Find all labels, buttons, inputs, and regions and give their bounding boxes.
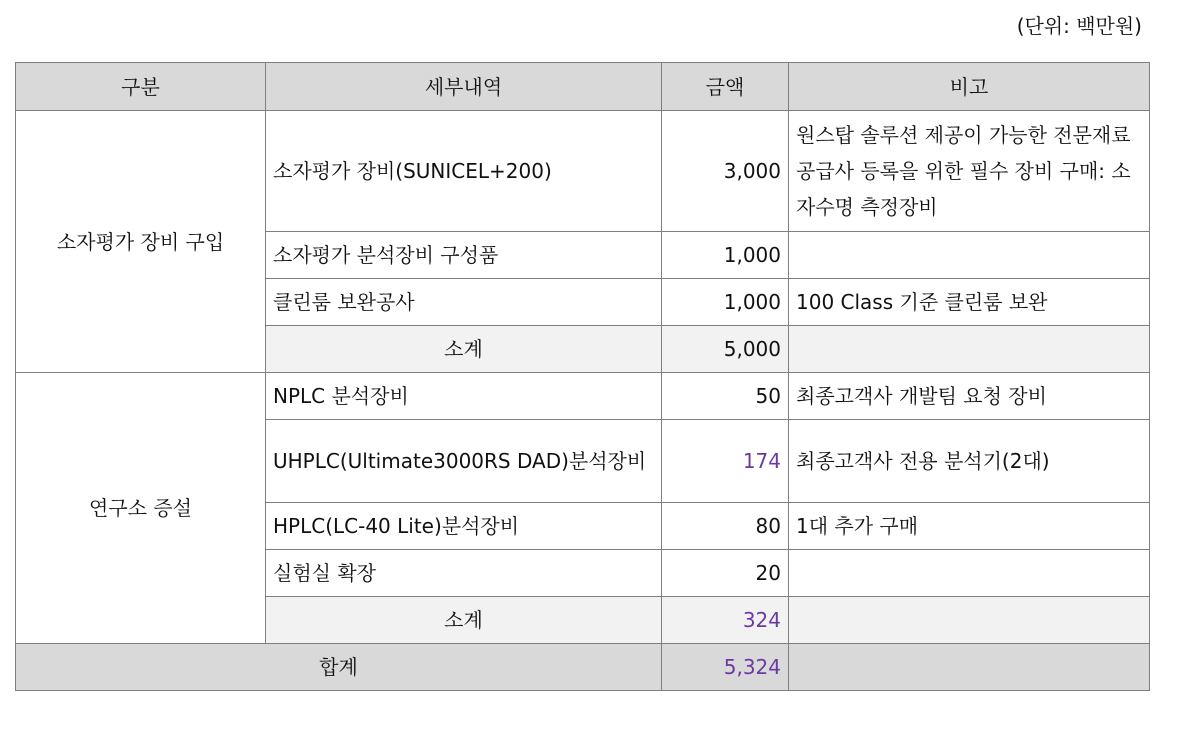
subtotal-amount: 5,000 (662, 326, 789, 373)
amount-cell: 1,000 (662, 279, 789, 326)
subtotal-label: 소계 (266, 326, 662, 373)
total-label: 합계 (16, 644, 662, 691)
category-cell: 연구소 증설 (16, 373, 266, 644)
total-amount: 5,324 (662, 644, 789, 691)
detail-cell: HPLC(LC-40 Lite)분석장비 (266, 503, 662, 550)
amount-cell: 3,000 (662, 111, 789, 232)
note-cell: 1대 추가 구매 (789, 503, 1150, 550)
detail-cell: 소자평가 분석장비 구성품 (266, 232, 662, 279)
amount-cell: 20 (662, 550, 789, 597)
header-note: 비고 (789, 63, 1150, 111)
header-category: 구분 (16, 63, 266, 111)
note-cell: 원스탑 솔루션 제공이 가능한 전문재료공급사 등록을 위한 필수 장비 구매: 소자수명 측정장비 (789, 111, 1150, 232)
total-note (789, 644, 1150, 691)
amount-cell: 80 (662, 503, 789, 550)
category-cell: 소자평가 장비 구입 (16, 111, 266, 373)
detail-cell: 클린룸 보완공사 (266, 279, 662, 326)
amount-cell: 174 (662, 420, 789, 503)
table-row (16, 373, 1150, 420)
note-cell: 최종고객사 개발팀 요청 장비 (789, 373, 1150, 420)
note-cell (789, 550, 1150, 597)
unit-note: (단위: 백만원) (1016, 14, 1142, 38)
amount-cell: 50 (662, 373, 789, 420)
header-amount: 금액 (662, 63, 789, 111)
budget-table (15, 62, 1150, 691)
detail-cell: 소자평가 장비(SUNICEL+200) (266, 111, 662, 232)
total-row (16, 644, 1150, 691)
note-cell (789, 232, 1150, 279)
note-cell: 100 Class 기준 클린룸 보완 (789, 279, 1150, 326)
subtotal-note (789, 597, 1150, 644)
subtotal-amount: 324 (662, 597, 789, 644)
subtotal-label: 소계 (266, 597, 662, 644)
detail-cell: UHPLC(Ultimate3000RS DAD)분석장비 (266, 420, 662, 503)
header-row (16, 63, 1150, 111)
detail-cell: 실험실 확장 (266, 550, 662, 597)
note-cell: 최종고객사 전용 분석기(2대) (789, 420, 1150, 503)
detail-cell: NPLC 분석장비 (266, 373, 662, 420)
header-detail: 세부내역 (266, 63, 662, 111)
table-row (16, 111, 1150, 232)
subtotal-note (789, 326, 1150, 373)
amount-cell: 1,000 (662, 232, 789, 279)
